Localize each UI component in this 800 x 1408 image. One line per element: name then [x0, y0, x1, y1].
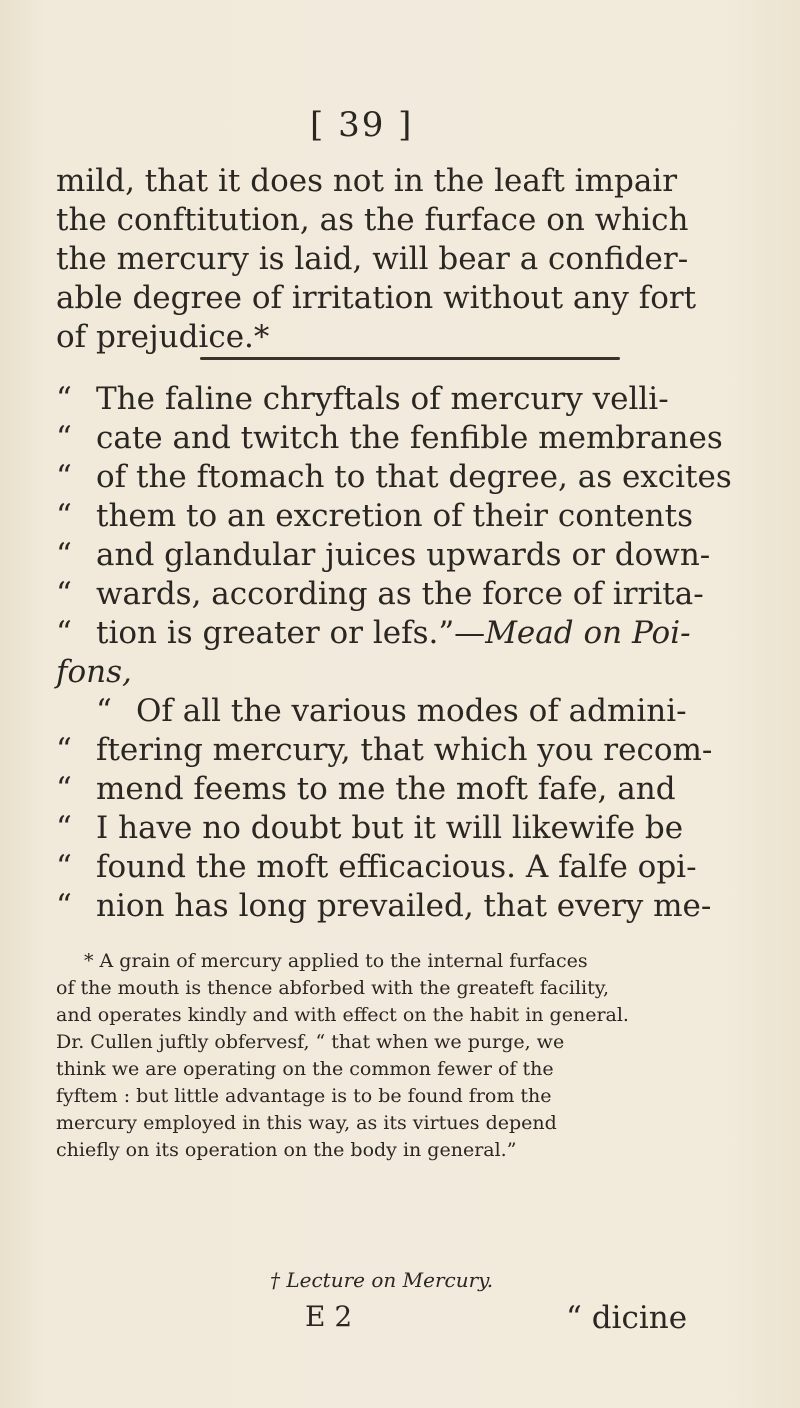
quote-mark: “ [56, 576, 72, 612]
quote-mark: “ [56, 537, 72, 573]
footnote-line: of the mouth is thence abforbed with the greateft facility, [56, 977, 609, 999]
footnote-line: fyftem : but little advantage is to be found from the [56, 1085, 552, 1107]
footnote-line: and operates kindly and with effect on the habit in general. [56, 1004, 629, 1026]
quote-mark: “ [56, 498, 72, 534]
quote-mark: “ [56, 381, 72, 417]
signature-mark: E 2 [305, 1300, 353, 1333]
text-line: mend feems to me the moft fafe, and [96, 771, 676, 807]
quote-mark: “ [56, 615, 72, 651]
footnote [56, 948, 746, 1164]
text-line: wards, according as the force of irrita- [96, 576, 704, 612]
text-line: The faline chryftals of mercury velli- [96, 381, 669, 417]
quote-mark: “ [56, 420, 72, 456]
text-line: of prejudice.* [56, 319, 270, 355]
text-line: the mercury is laid, will bear a confider- [56, 241, 689, 277]
footnote-line: think we are operating on the common fewer of the [56, 1058, 554, 1080]
text-line: them to an excretion of their contents [96, 498, 693, 534]
quote-mark: “ [56, 459, 72, 495]
quote-mark: “ [56, 810, 72, 846]
footnote-line: * A grain of mercury applied to the internal furfaces [84, 950, 588, 972]
quote-paragraph [56, 380, 746, 926]
text-line: tion is greater or lefs.”— [96, 615, 486, 651]
text-line: I have no doubt but it will likewife be [96, 810, 684, 846]
text-line: ftering mercury, that which you recom- [96, 732, 713, 768]
text-line: Of all the various modes of admini- [136, 693, 687, 729]
text-line: the conftitution, as the furface on which [56, 202, 689, 238]
catchword: “ dicine [566, 1300, 688, 1336]
footnote-line: Dr. Cullen juftly obfervesf, “ that when we purge, we [56, 1031, 565, 1053]
text-line: found the moft efficacious. A falfe opi- [96, 849, 697, 885]
text-line: nion has long prevailed, that every me- [96, 888, 712, 924]
citation: fons, [56, 654, 132, 690]
page-number: [ 39 ] [310, 105, 414, 145]
quote-mark: “ [56, 732, 72, 768]
text-line: of the ftomach to that degree, as excites [96, 459, 732, 495]
quote-mark: “ [56, 888, 72, 924]
section-rule [200, 357, 620, 360]
footnote-line: mercury employed in this way, as its virtues depend [56, 1112, 557, 1134]
paragraph-1 [56, 162, 746, 357]
citation: Mead on Poi- [485, 615, 691, 651]
quote-mark: “ [96, 693, 112, 729]
text-line: cate and twitch the fenfible membranes [96, 420, 723, 456]
footnote-line: chiefly on its operation on the body in general.” [56, 1139, 517, 1161]
text-line: and glandular juices upwards or down- [96, 537, 711, 573]
dagger-footnote: † Lecture on Mercury. [270, 1268, 494, 1292]
quote-mark: “ [56, 849, 72, 885]
quote-mark: “ [56, 771, 72, 807]
text-line: able degree of irritation without any fort [56, 280, 697, 316]
text-line: mild, that it does not in the leaft impair [56, 163, 678, 199]
